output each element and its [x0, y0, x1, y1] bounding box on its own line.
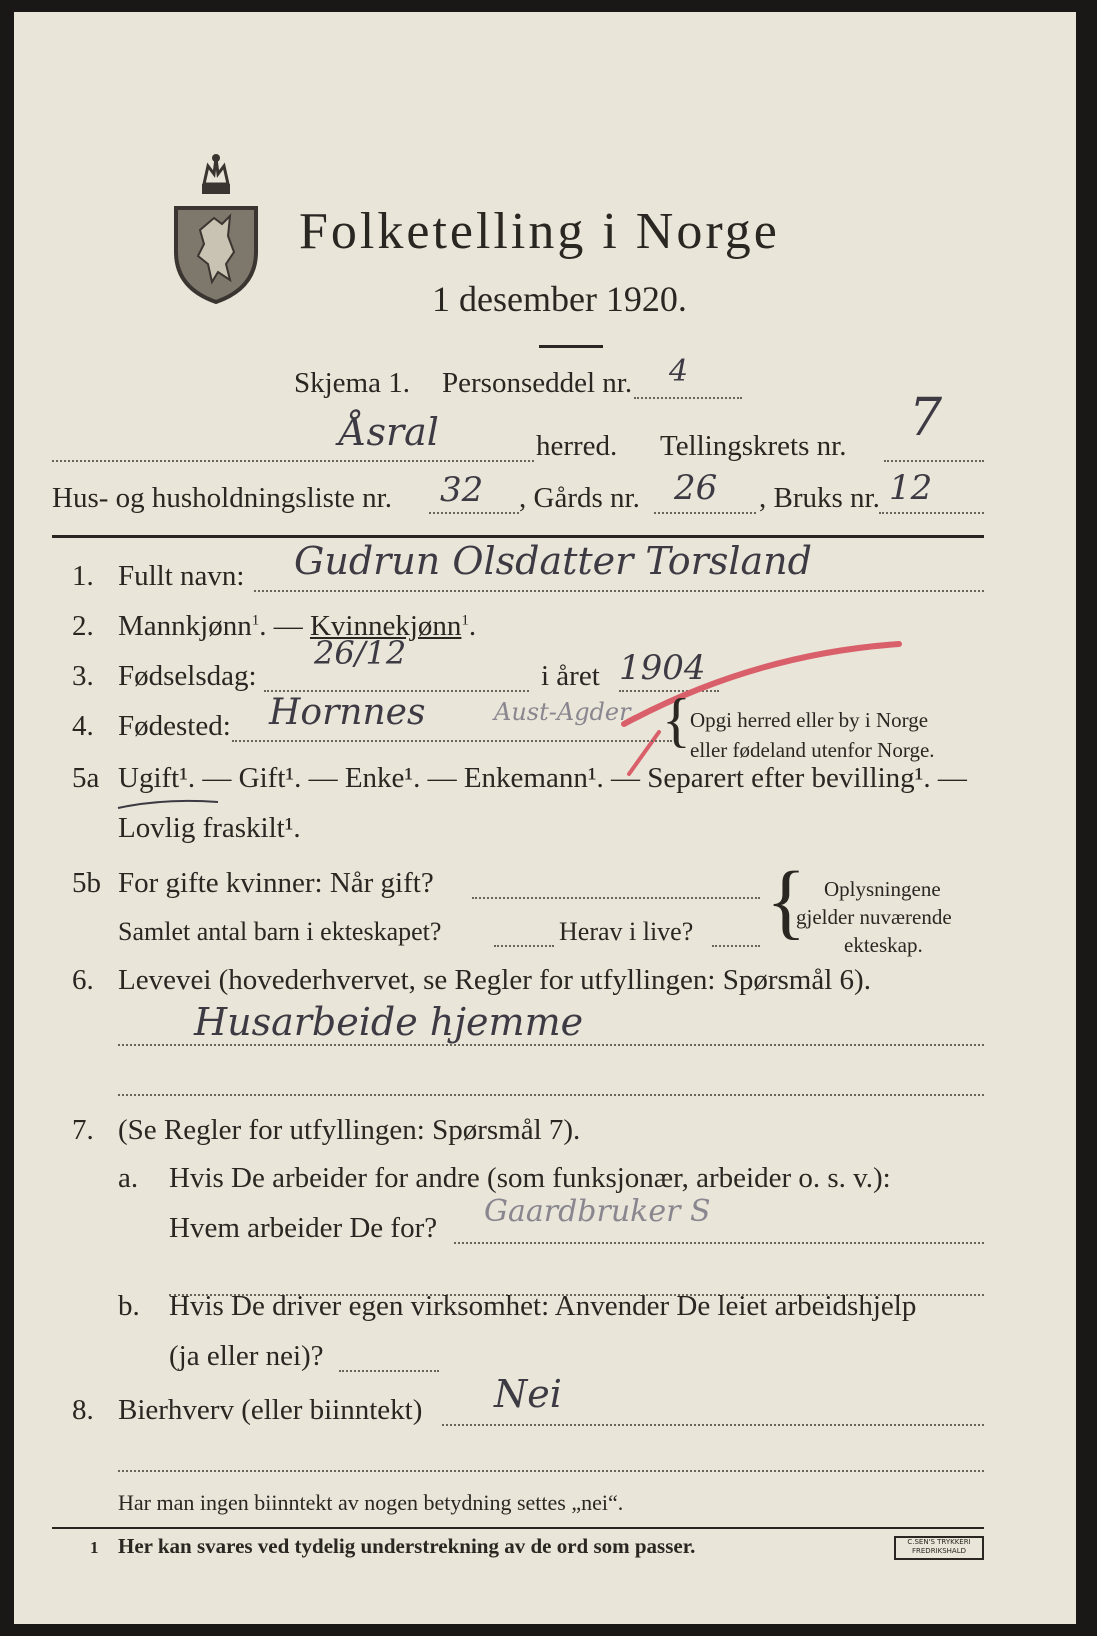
- q1-value: Gudrun Olsdatter Torsland: [294, 539, 812, 583]
- herred-value: Åsral: [339, 410, 439, 454]
- personseddel-label: Personseddel nr.: [442, 367, 633, 399]
- q3-number: 3.: [72, 660, 94, 692]
- q4-line: [232, 740, 672, 742]
- q1-line: [254, 590, 984, 592]
- q4-brace: {: [662, 687, 691, 753]
- q5b-note1: Oplysningene: [824, 877, 941, 901]
- q7-number: 7.: [72, 1114, 94, 1146]
- footer-rule: [52, 1527, 984, 1529]
- census-form: [14, 12, 1076, 1624]
- q7a-answer-line: [454, 1242, 984, 1244]
- q8-line: [442, 1424, 984, 1426]
- q7b-line1: Hvis De driver egen virksomhet: Anvender De leiet arbeidshjelp: [169, 1290, 917, 1322]
- q5b-note3: ekteskap.: [844, 933, 923, 957]
- q3-year-label: i året: [541, 660, 600, 692]
- q7a-line2: Hvem arbeider De for?: [169, 1212, 438, 1244]
- skjema-label: Skjema 1.: [294, 367, 410, 399]
- bruks-label: , Bruks nr.: [759, 482, 880, 514]
- header-rule: [52, 535, 984, 538]
- personseddel-value: 4: [669, 354, 689, 389]
- gards-label: , Gårds nr.: [519, 482, 640, 514]
- bruks-line: [879, 512, 984, 514]
- printer-stamp: C.SEN'S TRYKKERI FREDRIKSHALD: [894, 1536, 984, 1560]
- q8-line2: [118, 1470, 984, 1472]
- q3-value: 26/12: [314, 634, 407, 672]
- q3-label: Fødselsdag:: [118, 660, 257, 692]
- q5b-note2: gjelder nuværende: [796, 905, 952, 929]
- q5b-married-line: [472, 897, 760, 899]
- q5b-line1: For gifte kvinner: Når gift?: [118, 867, 434, 899]
- q5b-children-line: [494, 945, 554, 947]
- q5b-number: 5b: [72, 867, 101, 899]
- gards-value: 26: [674, 468, 718, 508]
- q1-label: Fullt navn:: [118, 560, 245, 592]
- footer-note: Har man ingen biinntekt av nogen betydning settes „nei“.: [118, 1490, 624, 1515]
- q7b-letter: b.: [118, 1290, 140, 1322]
- q7b-answer-line: [339, 1370, 439, 1372]
- personseddel-line: [634, 397, 742, 399]
- q5a-line1: Ugift¹. — Gift¹. — Enke¹. — Enkemann¹. — Separert efter bevilling¹. —: [118, 762, 967, 794]
- q4-note-line2: eller fødeland utenfor Norge.: [690, 738, 935, 762]
- bruks-value: 12: [889, 468, 933, 508]
- q5a-line2: Lovlig fraskilt¹.: [118, 812, 301, 844]
- form-title: Folketelling i Norge: [299, 203, 780, 260]
- q5b-alive-line: [712, 945, 760, 947]
- q7a-letter: a.: [118, 1162, 139, 1194]
- q4-label: Fødested:: [118, 710, 231, 742]
- q6-line1: [118, 1044, 984, 1046]
- q6-label: Levevei (hovederhvervet, se Regler for utfyllingen: Spørsmål 6).: [118, 964, 871, 996]
- q2-male: Mannkjønn: [118, 610, 252, 642]
- q2-number: 2.: [72, 610, 94, 642]
- coat-of-arms-icon: [174, 152, 258, 304]
- q7a-value: Gaardbruker S: [484, 1194, 711, 1229]
- q4-number: 4.: [72, 710, 94, 742]
- herred-label: herred.: [536, 430, 618, 462]
- q8-number: 8.: [72, 1394, 94, 1426]
- tellingskrets-value: 7: [909, 388, 943, 448]
- census-date: 1 desember 1920.: [432, 279, 687, 319]
- herred-line: [52, 460, 534, 462]
- gards-line: [654, 512, 756, 514]
- q6-number: 6.: [72, 964, 94, 996]
- husliste-label: Hus- og husholdningsliste nr.: [52, 482, 392, 514]
- q8-value: Nei: [494, 1372, 562, 1416]
- q4-note-line1: Opgi herred eller by i Norge: [690, 708, 929, 732]
- husliste-line: [429, 512, 519, 514]
- q5b-brace: {: [766, 855, 807, 948]
- footnote-number: 1: [90, 1538, 99, 1557]
- q6-value: Husarbeide hjemme: [194, 1000, 584, 1044]
- tellingskrets-line: [884, 460, 984, 462]
- q8-label: Bierhverv (eller biinntekt): [118, 1394, 423, 1426]
- q7b-line2: (ja eller nei)?: [169, 1340, 324, 1372]
- q2-female: Kvinnekjønn: [309, 610, 462, 642]
- q5a-underline-mark: [114, 798, 224, 812]
- q5b-alive-label: Herav i live?: [559, 917, 694, 946]
- q3-year-value: 1904: [619, 648, 706, 688]
- tellingskrets-label: Tellingskrets nr.: [660, 430, 847, 462]
- footnote-text: Her kan svares ved tydelig understrekning av de ord som passer.: [118, 1534, 696, 1558]
- q7-label: (Se Regler for utfyllingen: Spørsmål 7).: [118, 1114, 581, 1146]
- q2-text: Mannkjønn$^1$. — Kvinnekjønn$^1$.: [118, 610, 477, 642]
- title-divider: [539, 345, 603, 348]
- q7a-line1: Hvis De arbeider for andre (som funksjonær, arbeider o. s. v.):: [169, 1162, 891, 1194]
- husliste-value: 32: [440, 470, 484, 510]
- q6-line2: [118, 1094, 984, 1096]
- q4-value: Hornnes: [269, 692, 426, 733]
- q4-value-county: Aust-Agder: [494, 698, 631, 726]
- q1-number: 1.: [72, 560, 94, 592]
- q5a-number: 5a: [72, 762, 100, 794]
- q5b-children-label: Samlet antal barn i ekteskapet?: [118, 917, 442, 946]
